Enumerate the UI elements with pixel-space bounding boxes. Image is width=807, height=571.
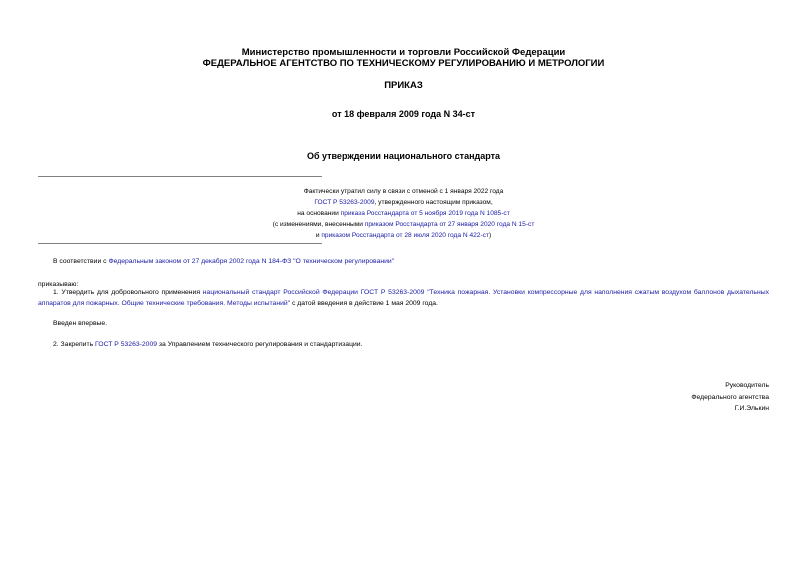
status-note-line1: Фактически утратил силу в связи с отменой с 1 января 2022 года <box>303 188 504 195</box>
divider-bottom <box>38 243 322 244</box>
signature-name: Г.И.Элькин <box>734 405 769 412</box>
introduced-first: Введен впервые. <box>53 320 108 327</box>
signature-position-2: Федерального агентства <box>691 393 769 401</box>
divider-top <box>38 176 322 177</box>
gost-link-2[interactable]: ГОСТ Р 53263-2009 <box>95 341 158 348</box>
agency-name: ФЕДЕРАЛЬНОЕ АГЕНТСТВО ПО ТЕХНИЧЕСКОМУ РЕГУЛИРОВАНИЮ И МЕТРОЛОГИИ <box>202 58 605 69</box>
ministry-name: Министерство промышленности и торговли Российской Федерации <box>241 47 566 58</box>
status-note-line4: (с изменениями, внесенными приказом Росстандарта от 27 января 2020 года N 15-ст <box>272 221 535 228</box>
national-standard-link[interactable]: национальный стандарт Российской Федерации ГОСТ Р 53263-2009 <box>202 289 425 296</box>
status-note-line2: ГОСТ Р 53263-2009, утвержденного настоящим приказом, <box>314 199 493 206</box>
order-15-link[interactable]: приказом Росстандарта от 27 января 2020 года N 15-ст <box>364 221 535 228</box>
signature-position-1: Руководитель <box>725 382 769 389</box>
status-note-line3: на основании приказа Росстандарта от 5 ноября 2019 года N 1085-ст <box>297 210 510 217</box>
document-title: Об утверждении национального стандарта <box>306 151 501 161</box>
standard-title-link[interactable]: "Техника пожарная. Установки компрессорные для наполнения сжатым воздухом баллонов дыхательных аппаратов для пожарных. Общие технические требования. Методы испытаний" <box>38 289 769 307</box>
document-type: ПРИКАЗ <box>384 80 423 91</box>
order-word: приказываю: <box>38 281 79 288</box>
item-2: 2. Закрепить ГОСТ Р 53263-2009 за Управлением технического регулирования и стандартизации. <box>53 341 363 348</box>
signature-block <box>691 380 769 415</box>
preamble: В соответствии с Федеральным законом от 27 декабря 2002 года N 184-ФЗ "О техническом регулировании" <box>53 258 395 265</box>
gost-link[interactable]: ГОСТ Р 53263-2009 <box>314 199 375 206</box>
federal-law-link[interactable]: Федеральным законом от 27 декабря 2002 года N 184-ФЗ "О техническом регулировании" <box>108 258 395 265</box>
status-note-line5: и приказом Росстандарта от 28 июля 2020 года N 422-ст) <box>315 232 492 239</box>
document-date-number: от 18 февраля 2009 года N 34-ст <box>331 109 476 119</box>
order-1085-link[interactable]: приказа Росстандарта от 5 ноября 2019 года N 1085-ст <box>340 210 510 217</box>
order-422-link[interactable]: приказом Росстандарта от 28 июля 2020 года N 422-ст <box>321 232 489 239</box>
item-1: 1. Утвердить для добровольного применения национальный стандарт Российской Федерации ГОСТ Р 53263-2009 "Техника пожарная. Установки компрессорные для наполнения сжатым воздухом баллонов дыхательных аппаратов для пожарных. Общие технические требования. Методы испытаний" с датой введения в действие 1 мая 2009 года. <box>38 289 769 307</box>
